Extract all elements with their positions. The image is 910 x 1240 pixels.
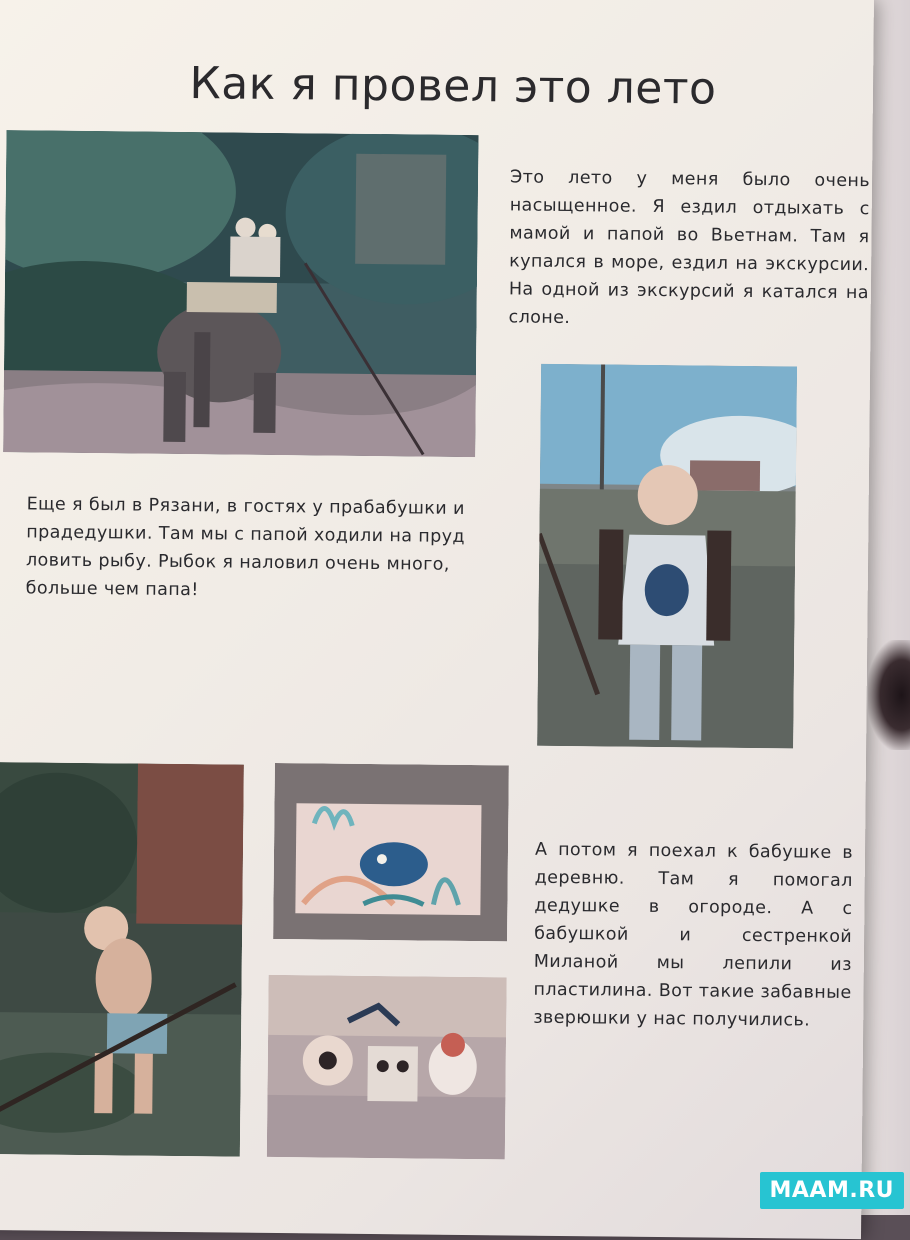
vietnam-paragraph: Это лето у меня было очень насыщенное. Я ездил отдыхать с мамой и папой во Вьетнам. Там я купался в море, ездил на экскурсии. На одной из экскурсий я катался на слоне.: [508, 167, 871, 329]
page-title: Как я провел это лето: [189, 58, 717, 115]
village-paragraph: А потом я поехал к бабушке в деревню. Там я помогал дедушке в огороде. А с бабушкой и сестренкой Миланой мы лепили из пластилина. Вот такие забавные зверюшки у нас получились.: [533, 839, 854, 1031]
ryazan-paragraph: Еще я был в Рязани, в гостях у прабабушки и прадедушки. Там мы с папой ходили на пруд ловить рыбу. Рыбок я наловил очень много, больше чем папа!: [25, 494, 466, 601]
child-in-garden-photo: [0, 762, 244, 1157]
elephant-ride-photo: [3, 130, 478, 457]
shadow-object: [868, 640, 910, 750]
plasticine-fish-craft-photo: [273, 763, 509, 941]
boy-with-fish-photo: [537, 364, 797, 749]
site-watermark: MAAM.RU: [760, 1172, 905, 1209]
plasticine-animals-photo: [267, 975, 507, 1159]
